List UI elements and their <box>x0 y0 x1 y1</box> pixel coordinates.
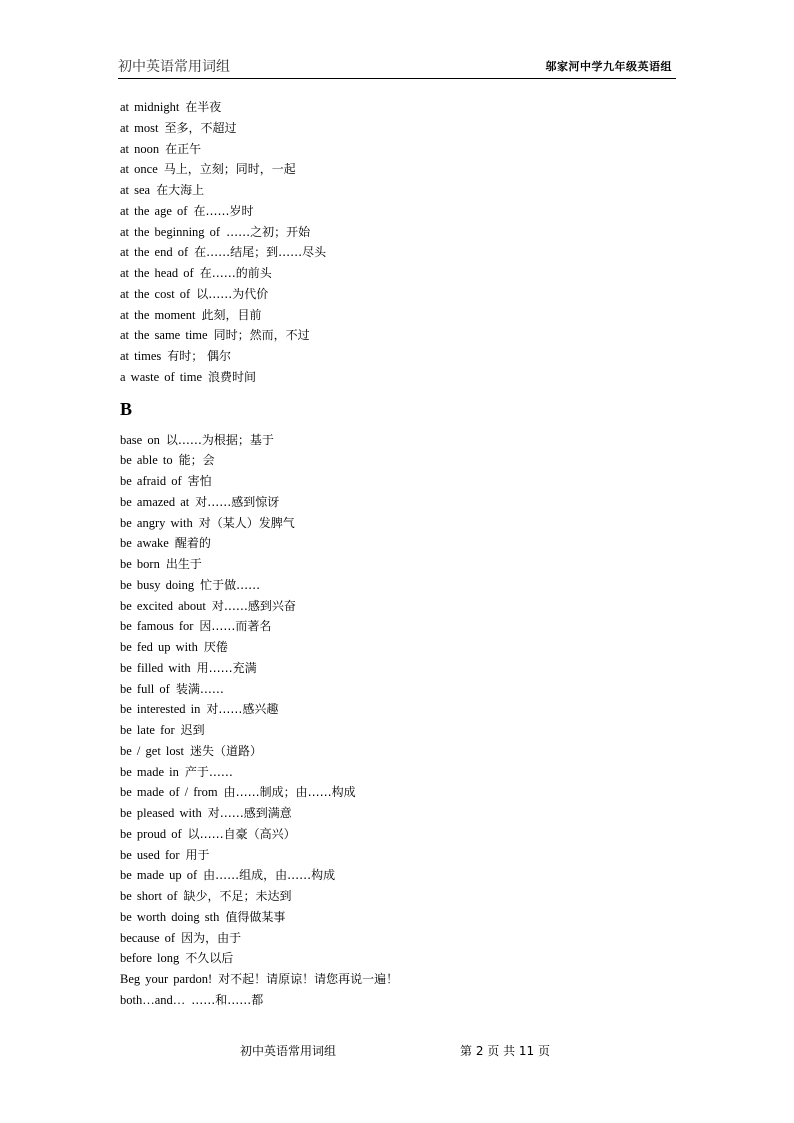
phrase-entry <box>120 242 680 263</box>
phrase-entry <box>120 201 680 222</box>
phrase-entry <box>120 346 680 367</box>
phrase-english: at the same time <box>120 328 208 343</box>
phrase-entry <box>120 367 680 388</box>
phrase-chinese: 马上，立刻；同时，一起 <box>163 162 296 177</box>
phrase-chinese: 至多，不超过 <box>164 120 237 135</box>
phrase-chinese: 厌倦 <box>203 640 228 654</box>
phrase-chinese: 在大海上 <box>156 183 205 197</box>
phrase-chinese: 用……充满 <box>196 660 257 675</box>
phrase-english: be proud of <box>120 826 182 841</box>
phrase-english: at the moment <box>120 307 196 322</box>
phrase-entry <box>120 824 680 845</box>
phrase-entry <box>120 471 680 492</box>
phrase-entry <box>120 886 680 907</box>
phrase-chinese: 装满…… <box>175 681 224 696</box>
phrase-chinese: ……和……都 <box>191 992 264 1007</box>
phrase-english: at noon <box>120 141 160 156</box>
phrase-chinese: 用于 <box>185 847 210 862</box>
phrase-chinese: 以……为代价 <box>196 286 269 301</box>
phrase-entry <box>120 180 680 201</box>
phrase-english: before long <box>120 951 180 966</box>
phrase-entry <box>120 762 680 783</box>
phrase-chinese: 缺少，不足；未达到 <box>183 889 292 903</box>
phrase-english: be fed up with <box>120 640 198 654</box>
phrase-chinese: 产于…… <box>184 764 233 779</box>
phrase-chinese: 以……自豪（高兴） <box>187 826 296 841</box>
phrase-entry <box>120 533 680 554</box>
phrase-chinese: 迷失（道路） <box>189 743 262 758</box>
phrase-entry <box>120 263 680 284</box>
phrase-english: be afraid of <box>120 474 182 488</box>
phrase-entry <box>120 990 680 1011</box>
phrase-entry <box>120 845 680 866</box>
phrase-english: at times <box>120 349 162 363</box>
phrase-english: at once <box>120 162 158 177</box>
phrase-chinese: ……之初；开始 <box>226 224 311 239</box>
phrase-chinese: 对……感到惊讶 <box>195 494 280 509</box>
phrase-entry <box>120 139 680 160</box>
phrase-chinese: 因……而著名 <box>199 619 272 634</box>
phrase-entry <box>120 159 680 180</box>
phrase-english: a waste of time <box>120 369 203 384</box>
phrase-entry <box>120 284 680 305</box>
phrase-entry <box>120 575 680 596</box>
phrase-english: be interested in <box>120 702 201 717</box>
phrase-list <box>120 97 680 1011</box>
phrase-english: be late for <box>120 723 175 737</box>
phrase-english: be able to <box>120 453 173 468</box>
page-header <box>118 56 676 79</box>
phrase-chinese: 对不起！请原谅！请您再说一遍！ <box>218 972 399 986</box>
phrase-entry <box>120 492 680 513</box>
phrase-english: base on <box>120 432 160 447</box>
phrase-english: be amazed at <box>120 494 190 509</box>
phrase-entry <box>120 118 680 139</box>
phrase-entry <box>120 658 680 679</box>
phrase-chinese: 对（某人）发脾气 <box>198 515 295 530</box>
phrase-entry <box>120 430 680 451</box>
phrase-chinese: 迟到 <box>180 723 205 737</box>
phrase-english: at the beginning of <box>120 224 221 239</box>
phrase-entry <box>120 928 680 949</box>
phrase-entry <box>120 782 680 803</box>
phrase-chinese: 有时； 偶尔 <box>167 349 232 363</box>
phrase-entry <box>120 325 680 346</box>
phrase-english: be angry with <box>120 515 193 530</box>
phrase-english: both…and… <box>120 992 186 1007</box>
phrase-english: be full of <box>120 681 170 696</box>
phrase-entry <box>120 222 680 243</box>
phrase-english: at most <box>120 120 159 135</box>
phrase-entry <box>120 969 680 990</box>
phrase-english: be pleased with <box>120 806 202 820</box>
phrase-chinese: 浪费时间 <box>208 369 257 384</box>
phrase-entry <box>120 907 680 928</box>
phrase-chinese: 由……制成；由……构成 <box>223 785 356 800</box>
phrase-chinese: 以……为根据；基于 <box>165 432 274 447</box>
section-letter: B <box>120 398 133 419</box>
phrase-entry <box>120 450 680 471</box>
phrase-english: at midnight <box>120 100 180 114</box>
phrase-chinese: 害怕 <box>187 474 212 488</box>
phrase-english: be worth doing sth <box>120 909 220 924</box>
phrase-chinese: 值得做某事 <box>225 909 286 924</box>
phrase-entry <box>120 720 680 741</box>
phrase-chinese: 同时；然而，不过 <box>213 328 310 343</box>
phrase-chinese: 在……的前头 <box>199 266 272 280</box>
phrase-english: at the cost of <box>120 286 191 301</box>
phrase-chinese: 在……岁时 <box>193 203 254 218</box>
phrase-entry <box>120 865 680 886</box>
page-number: 第 2 页 共 11 页 <box>460 1044 550 1058</box>
phrase-english: be made in <box>120 764 179 779</box>
phrase-entry <box>120 699 680 720</box>
phrase-english: be / get lost <box>120 743 184 758</box>
header-title: 初中英语常用词组 <box>118 59 230 75</box>
phrase-chinese: 出生于 <box>165 557 202 571</box>
header-school: 邬家河中学九年级英语组 <box>545 60 672 73</box>
phrase-english: at the end of <box>120 245 189 260</box>
phrase-english: be awake <box>120 536 169 551</box>
phrase-entry <box>120 305 680 326</box>
phrase-english: be used for <box>120 847 180 862</box>
phrase-english: be busy doing <box>120 577 195 592</box>
phrase-entry <box>120 513 680 534</box>
phrase-english: be made up of <box>120 868 198 883</box>
phrase-english: be excited about <box>120 598 206 613</box>
phrase-entry <box>120 637 680 658</box>
phrase-entry <box>120 616 680 637</box>
phrase-chinese: 此刻，目前 <box>201 307 262 322</box>
phrase-entry <box>120 97 680 118</box>
phrase-chinese: 醒着的 <box>174 536 211 551</box>
phrase-chinese: 由……组成，由……构成 <box>203 868 336 883</box>
phrase-chinese: 因为，由于 <box>181 930 242 945</box>
phrase-english: be born <box>120 557 160 571</box>
phrase-entry <box>120 741 680 762</box>
phrase-entry <box>120 596 680 617</box>
phrase-entry <box>120 554 680 575</box>
phrase-english: be made of / from <box>120 785 218 800</box>
footer-title: 初中英语常用词组 <box>240 1044 337 1058</box>
phrase-chinese: 在正午 <box>165 141 202 156</box>
phrase-entry <box>120 679 680 700</box>
phrase-chinese: 忙于做…… <box>200 577 261 592</box>
phrase-chinese: 在半夜 <box>185 100 222 114</box>
phrase-english: Beg your pardon! <box>120 972 213 986</box>
phrase-chinese: 不久以后 <box>185 951 234 966</box>
phrase-entry <box>120 948 680 969</box>
phrase-english: at the head of <box>120 266 194 280</box>
phrase-chinese: 对……感到兴奋 <box>211 598 296 613</box>
phrase-chinese: 能；会 <box>178 453 215 468</box>
phrase-english: be filled with <box>120 660 191 675</box>
phrase-english: at sea <box>120 183 151 197</box>
phrase-english: be famous for <box>120 619 194 634</box>
phrase-chinese: 对……感到满意 <box>207 806 292 820</box>
phrase-entry <box>120 803 680 824</box>
phrase-english: be short of <box>120 889 178 903</box>
phrase-english: at the age of <box>120 203 188 218</box>
phrase-chinese: 对……感兴趣 <box>206 702 279 717</box>
phrase-chinese: 在……结尾；到……尽头 <box>194 245 327 260</box>
phrase-english: because of <box>120 930 176 945</box>
